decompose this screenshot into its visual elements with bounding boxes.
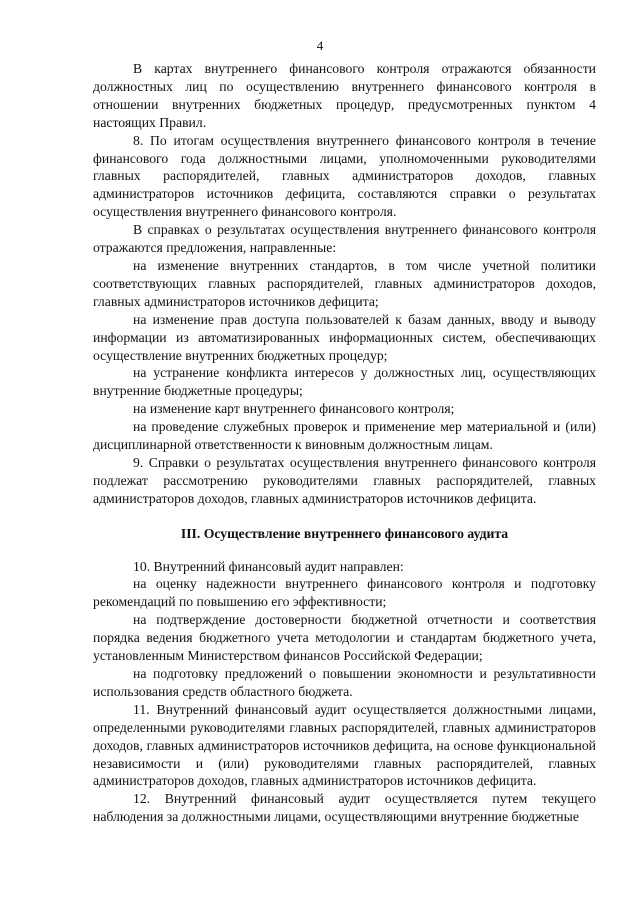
paragraph: 9. Справки о результатах осуществления внутреннего финансового контроля подлежат рассмотрению руководителями главных распорядителей, главных администраторов доходов, главных администраторов источников дефицита. (93, 454, 596, 506)
paragraph: на устранение конфликта интересов у должностных лиц, осуществляющих внутренние бюджетные процедуры; (93, 365, 596, 399)
paragraph: на оценку надежности внутреннего финансового контроля и подготовку рекомендаций по повышению его эффективности; (93, 576, 596, 610)
paragraph: 10. Внутренний финансовый аудит направлен: (133, 558, 404, 574)
paragraph: на проведение служебных проверок и применение мер материальной и (или) дисциплинарной ответственности к виновным должностным лицам. (93, 419, 596, 453)
paragraph: 8. По итогам осуществления внутреннего финансового контроля в течение финансового года должностными лицами, уполномоченными руководителями главных распорядителей, главных администраторов доходов, главных администраторов источников дефицита, составляются справки о результатах осуществления внутреннего финансового контроля. (93, 132, 596, 220)
paragraph: 11. Внутренний финансовый аудит осуществляется должностными лицами, определенными руководителями главных распорядителей, главных администраторов доходов, главных администраторов источников дефицита, на основе функциональной независимости и (или) руководителями главных распорядителей, главных администраторов доходов, главных администраторов источников дефицита. (93, 701, 596, 789)
page-number: 4 (316, 38, 324, 53)
paragraph: на подготовку предложений о повышении экономности и результативности использования средств областного бюджета. (93, 666, 596, 699)
paragraph: на изменение прав доступа пользователей к базам данных, вводу и выводу информации из автоматизированных информационных систем, обеспечивающих осуществление внутренних бюджетных процедур; (93, 311, 596, 363)
paragraph: В справках о результатах осуществления внутреннего финансового контроля отражаются предложения, направленные: (93, 222, 596, 256)
paragraph: В картах внутреннего финансового контроля отражаются обязанности должностных лиц по осуществлению внутреннего финансового контроля в отношении внутренних бюджетных процедур, предусмотренных пунктом 4 настоящих Правил. (93, 61, 596, 130)
paragraph: на подтверждение достоверности бюджетной отчетности и соответствия порядка ведения бюджетного учета методологии и стандартам бюджетного учета, установленным Министерством финансов Российской Федерации; (93, 612, 596, 664)
paragraph: 12. Внутренний финансовый аудит осуществляется путем текущего наблюдения за должностными лицами, осуществляющими внутренние бюджетные (93, 791, 596, 825)
document-body (93, 60, 596, 826)
paragraph: на изменение внутренних стандартов, в том числе учетной политики соответствующих главных распорядителей, главных администраторов доходов, главных администраторов источников дефицита; (93, 257, 596, 309)
paragraph: на изменение карт внутреннего финансового контроля; (133, 401, 455, 417)
section-heading: III. Осуществление внутреннего финансового аудита (180, 525, 509, 541)
